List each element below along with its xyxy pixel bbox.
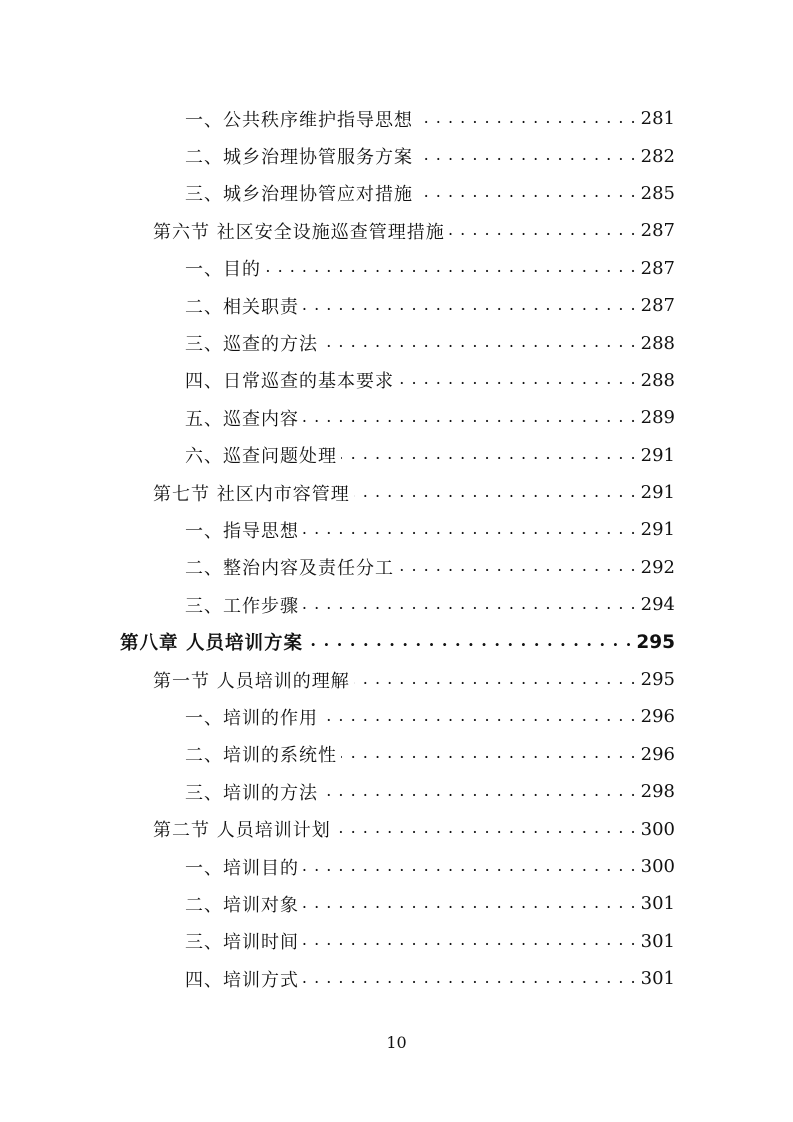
toc-dot-leader bbox=[303, 970, 637, 988]
toc-entry-title: 二、整治内容及责任分工 bbox=[185, 558, 394, 580]
toc-subsection-entry[interactable] bbox=[0, 923, 793, 960]
toc-entry-title: 四、培训方式 bbox=[185, 969, 299, 991]
toc-entry-page: 285 bbox=[640, 182, 675, 204]
toc-subsection-entry[interactable] bbox=[0, 250, 793, 287]
toc-dot-leader bbox=[307, 633, 632, 651]
toc-entry-page: 288 bbox=[640, 332, 675, 354]
toc-entry-page: 300 bbox=[640, 856, 675, 877]
toc-section-entry[interactable] bbox=[0, 212, 793, 249]
toc-entry-title: 一、指导思想 bbox=[185, 520, 299, 542]
toc-entry-page: 294 bbox=[640, 594, 675, 616]
toc-entry-page: 300 bbox=[640, 818, 675, 840]
toc-dot-leader bbox=[303, 297, 637, 315]
toc-entry-title: 第七节 社区内市容管理 bbox=[153, 483, 350, 505]
toc-entry-page: 301 bbox=[640, 930, 675, 952]
toc-subsection-entry[interactable] bbox=[0, 137, 793, 174]
toc-dot-leader bbox=[398, 558, 637, 576]
toc-section-entry[interactable] bbox=[0, 474, 793, 511]
toc-subsection-entry[interactable] bbox=[0, 885, 793, 922]
toc-entry-page: 287 bbox=[640, 220, 675, 242]
toc-subsection-entry[interactable] bbox=[0, 175, 793, 212]
toc-entry-page: 295 bbox=[640, 669, 675, 691]
toc-subsection-entry[interactable] bbox=[0, 287, 793, 324]
toc-dot-leader bbox=[322, 708, 637, 726]
toc-subsection-entry[interactable] bbox=[0, 586, 793, 623]
toc-entry-title: 二、城乡治理协管服务方案 bbox=[185, 147, 413, 169]
toc-dot-leader bbox=[303, 932, 637, 950]
toc-chapter-entry[interactable] bbox=[0, 623, 793, 660]
toc-entry-title: 二、培训对象 bbox=[185, 894, 299, 916]
toc-subsection-entry[interactable] bbox=[0, 736, 793, 773]
toc-dot-leader bbox=[341, 745, 637, 763]
toc-entry-title: 第六节 社区安全设施巡查管理措施 bbox=[153, 221, 445, 243]
toc-subsection-entry[interactable] bbox=[0, 960, 793, 997]
toc-dot-leader bbox=[303, 895, 637, 913]
toc-dot-leader bbox=[417, 184, 637, 202]
toc-dot-leader bbox=[265, 259, 637, 277]
toc-subsection-entry[interactable] bbox=[0, 549, 793, 586]
toc-entry-page: 295 bbox=[636, 631, 675, 653]
toc-entry-page: 287 bbox=[640, 257, 675, 279]
toc-entry-title: 六、巡查问题处理 bbox=[185, 446, 337, 468]
toc-dot-leader bbox=[417, 147, 637, 165]
toc-dot-leader bbox=[335, 820, 637, 838]
toc-entry-title: 一、目的 bbox=[185, 259, 261, 281]
toc-entry-page: 289 bbox=[640, 407, 675, 429]
toc-entry-title: 一、公共秩序维护指导思想 bbox=[185, 109, 413, 131]
toc-dot-leader bbox=[322, 334, 637, 352]
toc-entry-page: 282 bbox=[640, 145, 675, 167]
toc-subsection-entry[interactable] bbox=[0, 698, 793, 735]
toc-subsection-entry[interactable] bbox=[0, 511, 793, 548]
toc-entry-title: 二、相关职责 bbox=[185, 296, 299, 318]
toc-dot-leader bbox=[398, 371, 637, 389]
toc-entry-page: 298 bbox=[640, 781, 675, 803]
toc-entry-page: 291 bbox=[640, 444, 675, 466]
toc-entry-page: 287 bbox=[640, 295, 675, 317]
toc-subsection-entry[interactable] bbox=[0, 399, 793, 436]
toc-section-entry[interactable] bbox=[0, 661, 793, 698]
toc-entry-page: 292 bbox=[640, 556, 675, 578]
toc-entry-page: 291 bbox=[640, 519, 675, 541]
toc-subsection-entry[interactable] bbox=[0, 362, 793, 399]
toc-dot-leader bbox=[417, 110, 637, 128]
toc-dot-leader bbox=[303, 521, 637, 539]
toc-entry-title: 五、巡查内容 bbox=[185, 408, 299, 430]
toc-entry-page: 291 bbox=[640, 482, 675, 504]
toc-dot-leader bbox=[341, 446, 637, 464]
toc-entry-title: 第八章 人员培训方案 bbox=[120, 633, 303, 655]
page-number: 10 bbox=[386, 1033, 407, 1052]
toc-entry-title: 三、巡查的方法 bbox=[185, 334, 318, 356]
toc-dot-leader bbox=[303, 409, 637, 427]
toc-subsection-entry[interactable] bbox=[0, 324, 793, 361]
toc-entry-page: 296 bbox=[640, 743, 675, 765]
toc-section-entry[interactable] bbox=[0, 810, 793, 847]
toc-entry-page: 301 bbox=[640, 893, 675, 915]
toc-entry-title: 三、工作步骤 bbox=[185, 595, 299, 617]
toc-entry-title: 第二节 人员培训计划 bbox=[153, 820, 331, 842]
toc-entry-title: 二、培训的系统性 bbox=[185, 745, 337, 767]
toc-subsection-entry[interactable] bbox=[0, 848, 793, 885]
toc-dot-leader bbox=[322, 783, 637, 801]
table-of-contents bbox=[0, 100, 793, 997]
toc-dot-leader bbox=[303, 596, 637, 614]
toc-entry-title: 一、培训的作用 bbox=[185, 707, 318, 729]
toc-dot-leader bbox=[303, 858, 637, 876]
toc-entry-title: 第一节 人员培训的理解 bbox=[153, 670, 350, 692]
toc-entry-title: 三、培训时间 bbox=[185, 932, 299, 954]
toc-entry-page: 281 bbox=[640, 108, 675, 130]
toc-entry-page: 288 bbox=[640, 369, 675, 391]
toc-dot-leader bbox=[449, 222, 637, 240]
toc-entry-title: 三、城乡治理协管应对措施 bbox=[185, 184, 413, 206]
toc-subsection-entry[interactable] bbox=[0, 773, 793, 810]
toc-dot-leader bbox=[354, 484, 637, 502]
toc-dot-leader bbox=[354, 671, 637, 689]
toc-entry-page: 301 bbox=[640, 968, 675, 990]
toc-entry-title: 三、培训的方法 bbox=[185, 782, 318, 804]
toc-entry-page: 296 bbox=[640, 706, 675, 728]
toc-subsection-entry[interactable] bbox=[0, 437, 793, 474]
toc-entry-title: 一、培训目的 bbox=[185, 857, 299, 879]
toc-entry-title: 四、日常巡查的基本要求 bbox=[185, 371, 394, 393]
toc-subsection-entry[interactable] bbox=[0, 100, 793, 137]
